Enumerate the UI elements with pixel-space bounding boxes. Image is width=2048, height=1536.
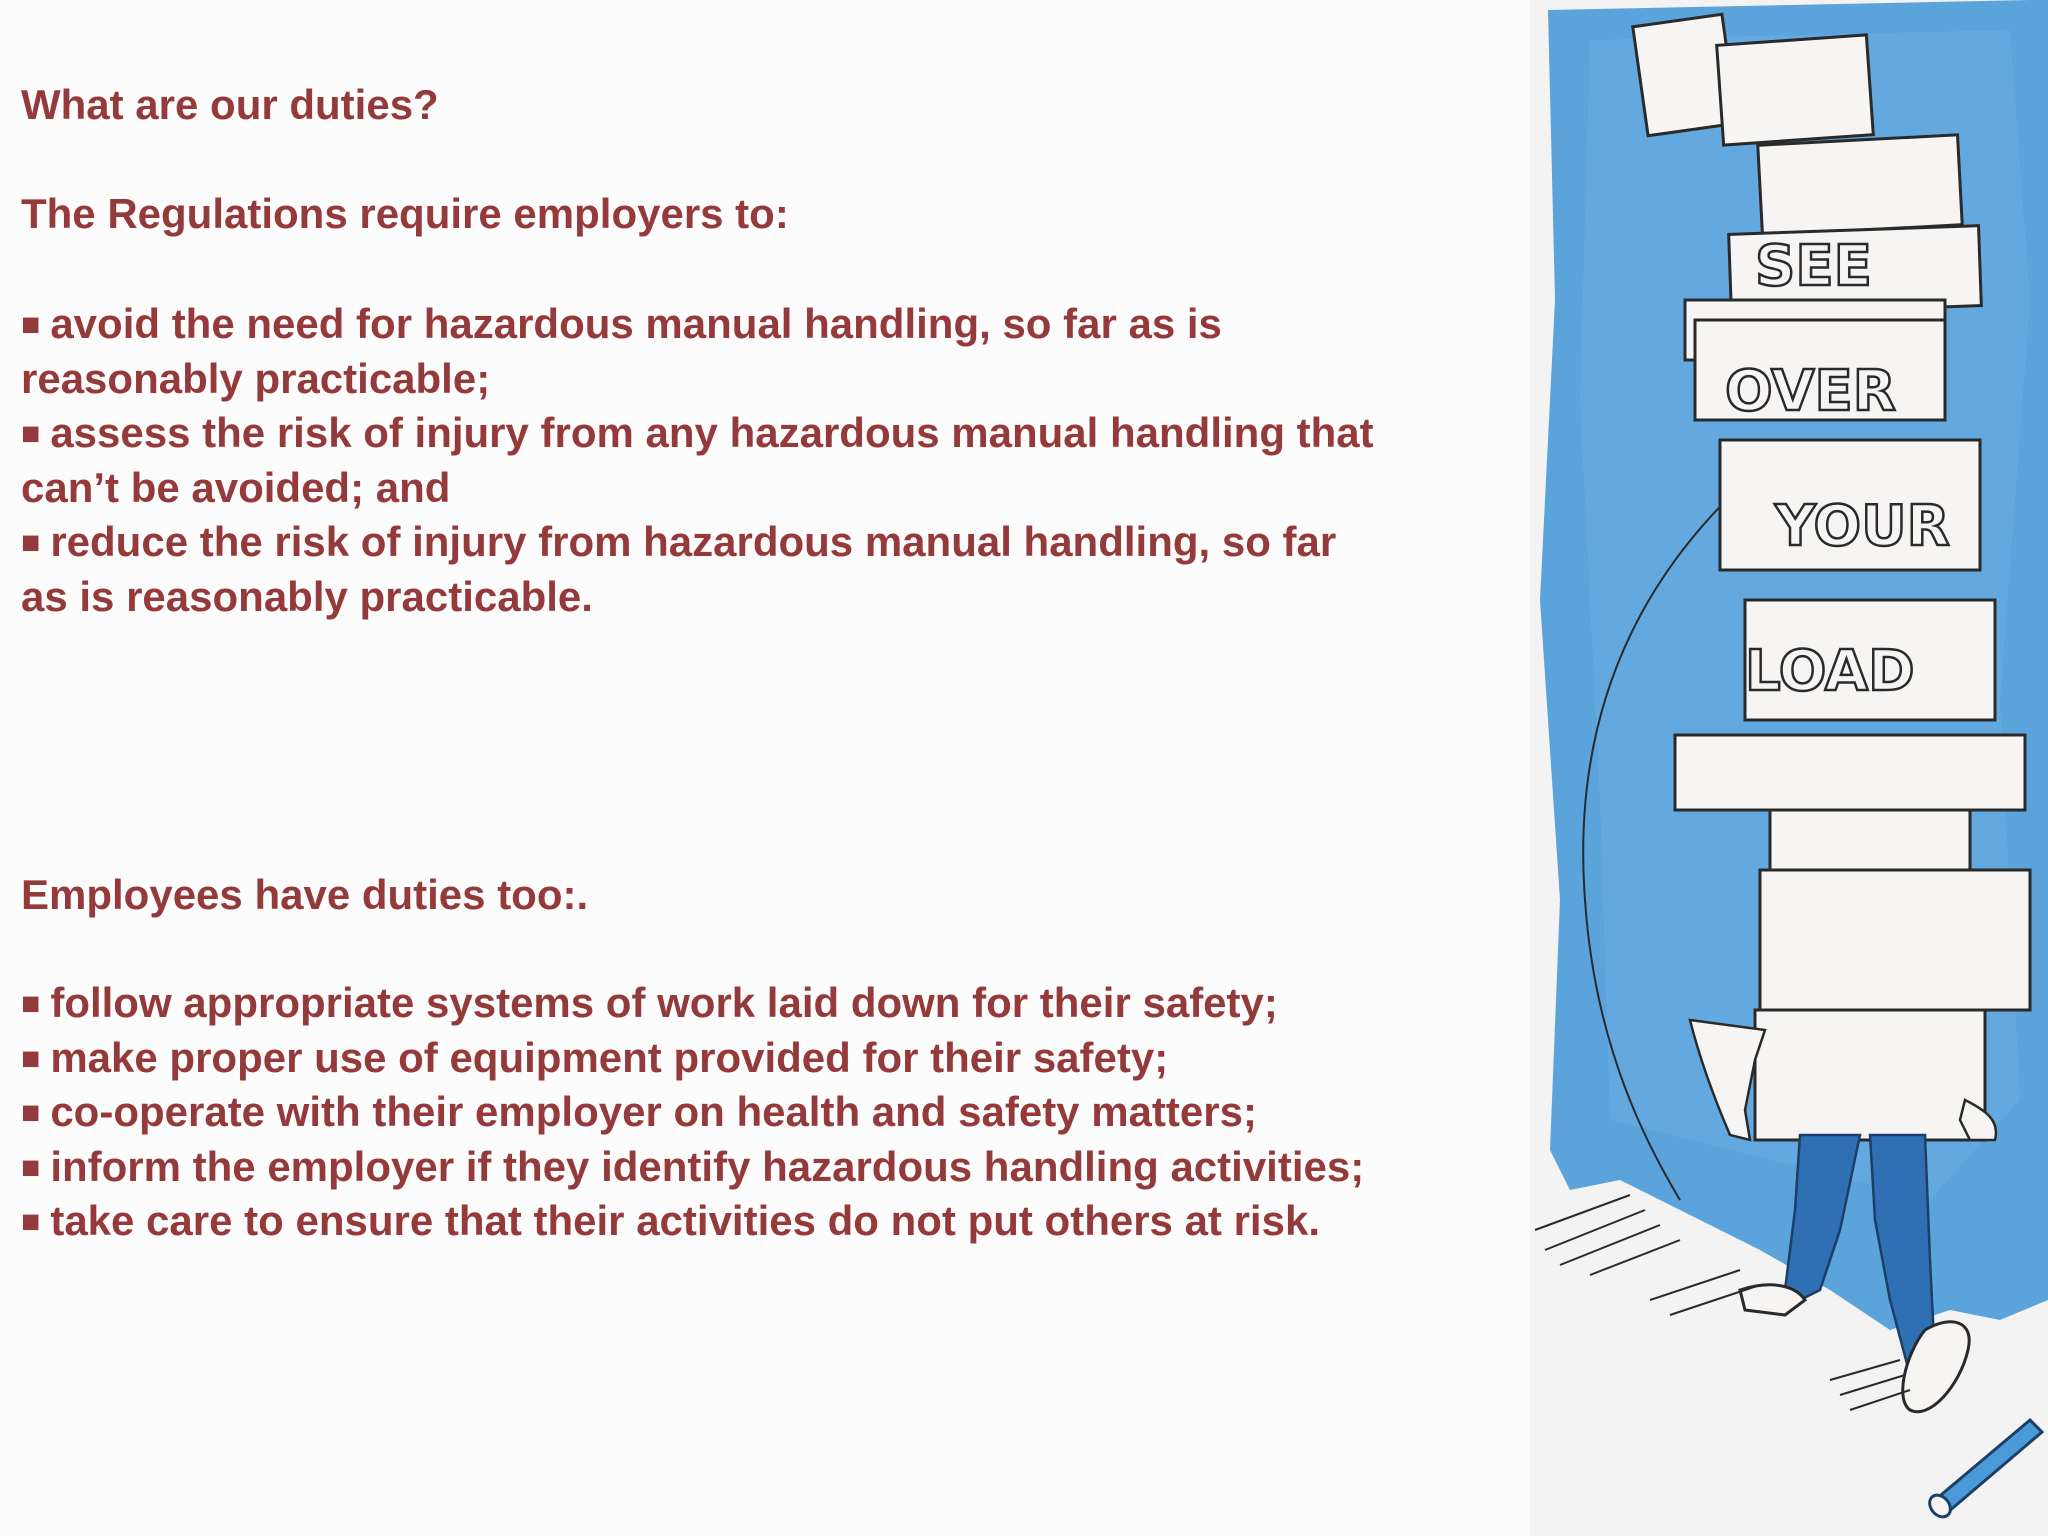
poster-illustration <box>1530 0 2048 1536</box>
poster-word: OVER <box>1725 359 1896 424</box>
list-item: ■ assess the risk of injury from any hazardous manual handling that <box>21 409 1374 456</box>
list-item: ■ follow appropriate systems of work laid down for their safety; <box>21 979 1278 1026</box>
employer-duties-intro: The Regulations require employers to: <box>21 190 789 237</box>
bullet: ■ <box>21 415 41 451</box>
bullet: ■ <box>21 306 41 342</box>
poster-word: SEE <box>1755 234 1872 299</box>
dropped-pipe <box>1925 1420 2042 1521</box>
list-item: ■ inform the employer if they identify hazardous handling activities; <box>21 1142 1365 1190</box>
see-over-your-load-poster <box>1530 0 2048 1536</box>
list-item-continuation: reasonably practicable; <box>21 354 491 402</box>
list-item: ■ avoid the need for hazardous manual handling, so far as is <box>21 300 1222 347</box>
employer-duties-list <box>21 297 1374 624</box>
bullet: ■ <box>21 1148 41 1185</box>
employee-duties-intro: Employees have duties too:. <box>21 871 589 918</box>
employee-duties-list <box>21 976 1364 1249</box>
poster-word: YOUR <box>1775 494 1950 559</box>
list-item: ■ reduce the risk of injury from hazardous manual handling, so far <box>21 518 1337 565</box>
poster-word: LOAD <box>1745 639 1915 704</box>
bullet: ■ <box>21 1039 41 1076</box>
list-item-continuation: as is reasonably practicable. <box>21 572 593 620</box>
bullet: ■ <box>21 524 41 560</box>
list-item: ■ take care to ensure that their activities do not put others at risk. <box>21 1197 1320 1244</box>
list-item: ■ co-operate with their employer on health and safety matters; <box>21 1088 1257 1135</box>
text-pane <box>21 0 1521 1536</box>
list-item: ■ make proper use of equipment provided for their safety; <box>21 1033 1169 1081</box>
bullet: ■ <box>21 1094 41 1130</box>
bullet: ■ <box>21 985 41 1021</box>
bullet: ■ <box>21 1203 41 1239</box>
list-item-continuation: can’t be avoided; and <box>21 463 451 511</box>
slide-heading: What are our duties? <box>21 81 439 128</box>
